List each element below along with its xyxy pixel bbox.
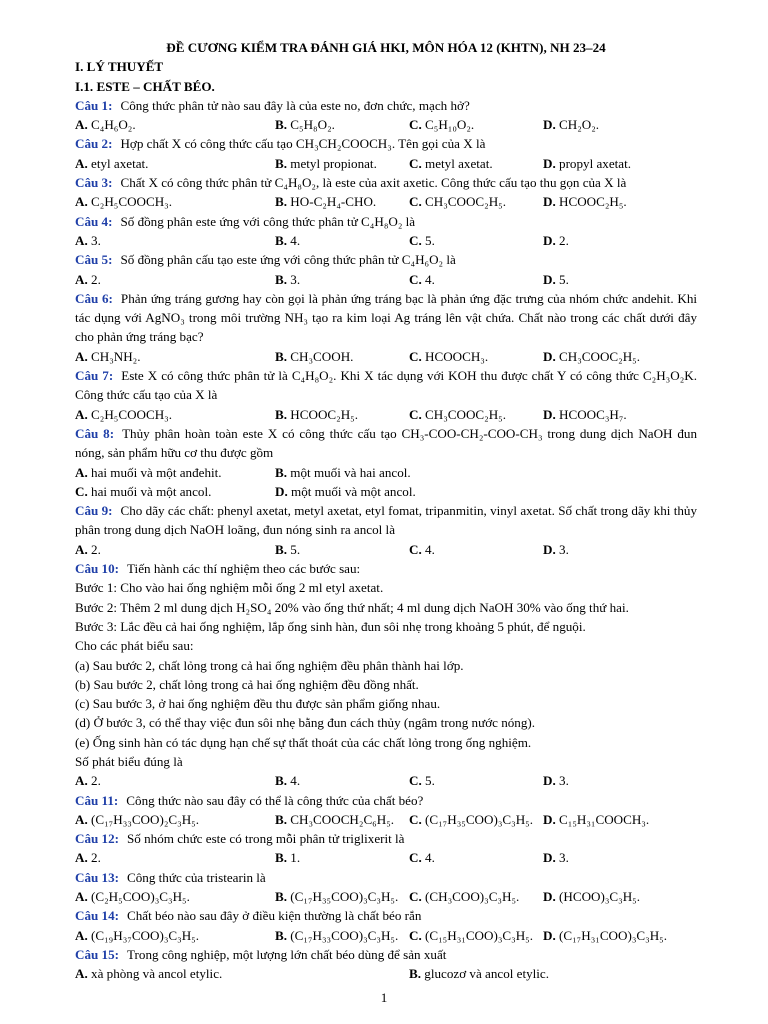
question-10: Câu 10: Tiến hành các thí nghiệm theo các bước sau: [75,561,361,577]
question-13: Câu 13: Công thức của tristearin là [75,869,266,885]
question-15: Câu 15: Trong công nghiệp, một lượng lớn chất béo dùng để sản xuất [75,946,447,962]
option-b: B. 5. [275,541,301,557]
question-6: Câu 6: Phản ứng tráng gương hay còn gọi là phản ứng tráng bạc là phản ứng đặc trưng của nhóm chức andehit. Khi tác dụng với AgNO₃ trong môi trường NH₃ tạo ra kim loại Ag tráng lên vật chứa. Chất nào trong các chất dưới đây cho phản ứng tráng bạc? [75,290,697,345]
option-b: B. HO-C₂H₄-CHO. [275,194,377,210]
option-a: A. 3. [75,232,101,248]
option-d: D. (HCOO)₃C₃H₅. [543,889,640,905]
question-5: Câu 5: Số đồng phân cấu tạo este ứng với công thức phân tử C₄H₆O₂ là [75,252,456,268]
step-1: Bước 1: Cho vào hai ống nghiệm mỗi ống 2 ml etyl axetat. [75,580,384,596]
option-c: C. C₅H₁₀O₂. [409,117,475,133]
option-b: B. CH₃COOCH₂C₆H₅. [275,811,395,827]
option-d: D. CH₃COOC₂H₅. [543,348,641,364]
option-c: C. 5. [409,773,435,789]
option-a: A. (C₁₉H₃₇COO)₃C₃H₅. [75,927,199,943]
section-heading-ester: I.1. ESTE – CHẤT BÉO. [75,78,215,94]
options-12 [75,848,697,867]
statement-b: (b) Sau bước 2, chất lỏng trong cả hai ống nghiệm đều đồng nhất. [75,676,419,692]
option-c: C. HCOOCH₃. [409,348,489,364]
question-prompt: Số phát biểu đúng là [75,753,183,769]
option-b: B. CH₃COOH. [275,348,354,364]
option-a: A. CH₃NH₂. [75,348,141,364]
options-11 [75,810,697,829]
option-b: B. một muối và hai ancol. [275,464,411,480]
options-8-row2 [75,482,697,501]
step-3: Bước 3: Lắc đều cả hai ống nghiệm, lắp ống sinh hàn, đun sôi nhẹ trong khoảng 5 phút, để nguội. [75,618,586,634]
option-b: B. 4. [275,773,301,789]
option-c: C. 5. [409,232,435,248]
option-c: C. metyl axetat. [409,155,493,171]
option-d: D. 2. [543,232,569,248]
option-d: D. 3. [543,541,569,557]
option-d: D. HCOOC₃H₇. [543,406,627,422]
option-d: D. một muối và một ancol. [275,483,416,499]
question-14: Câu 14: Chất béo nào sau đây ở điều kiện thường là chất béo rắn [75,908,422,924]
options-2 [75,154,697,173]
option-c: C. 4. [409,541,435,557]
option-b: B. (C₁₇H₃₅COO)₃C₃H₅. [275,889,399,905]
option-c: C. CH₃COOC₂H₅. [409,194,507,210]
option-c: C. 4. [409,271,435,287]
option-a: A. C₂H₅COOCH₃. [75,194,173,210]
option-a: A. C₄H₆O₂. [75,117,136,133]
statement-d: (d) Ở bước 3, có thể thay việc đun sôi nhẹ bằng đun cách thủy (ngâm trong nước nóng). [75,715,536,731]
option-a: A. 2. [75,850,101,866]
options-8-row1 [75,463,697,482]
options-13 [75,887,697,906]
question-11: Câu 11: Công thức nào sau đây có thể là công thức của chất béo? [75,792,424,808]
option-a: A. C₂H₅COOCH₃. [75,406,173,422]
question-3: Câu 3: Chất X có công thức phân tử C₄H₈O₂, là este của axit axetic. Công thức cấu tạo thu gọn của X là [75,175,627,191]
question-4: Câu 4: Số đồng phân este ứng với công thức phân tử C₄H₈O₂ là [75,213,416,229]
page-number: 1 [380,990,388,1005]
option-b: B. metyl propionat. [275,155,377,171]
option-a: A. 2. [75,271,101,287]
section-heading-theory: I. LÝ THUYẾT [75,59,164,75]
statement-a: (a) Sau bước 2, chất lỏng trong cả hai ống nghiệm đều phân thành hai lớp. [75,657,464,673]
option-a: A. 2. [75,541,101,557]
option-d: D. 5. [543,271,569,287]
options-3 [75,192,697,211]
option-c: C. CH₃COOC₂H₅. [409,406,507,422]
option-b: B. glucozơ và ancol etylic. [409,966,550,982]
options-10 [75,771,697,790]
option-c: C. (C₁₅H₃₁COO)₃C₃H₅. [409,927,533,943]
option-d: D. CH₂O₂. [543,117,600,133]
question-7: Câu 7: Este X có công thức phân tử là C₄H₈O₂. Khi X tác dụng với KOH thu được chất Y có công thức C₂H₃O₂K. Công thức cấu tạo của X là [75,368,697,403]
option-c: C. hai muối và một ancol. [75,483,212,499]
statement-c: (c) Sau bước 3, ở hai ống nghiệm đều thu được sản phẩm giống nhau. [75,696,441,712]
option-c: C. (CH₃COO)₃C₃H₅. [409,889,520,905]
option-b: B. HCOOC₂H₅. [275,406,358,422]
option-d: D. HCOOC₂H₅. [543,194,627,210]
options-15 [75,964,697,983]
option-d: D. (C₁₇H₃₁COO)₃C₃H₅. [543,927,667,943]
option-a: A. xà phòng và ancol etylic. [75,966,223,982]
option-b: B. (C₁₇H₃₃COO)₃C₃H₅. [275,927,399,943]
options-1 [75,115,697,134]
option-d: D. C₁₅H₃₁COOCH₃. [543,811,650,827]
option-a: A. hai muối và một anđehit. [75,464,222,480]
question-12: Câu 12: Số nhóm chức este có trong mỗi phân tử triglixerit là [75,831,405,847]
option-b: B. C₅H₈O₂. [275,117,335,133]
option-a: A. (C₁₇H₃₃COO)₂C₃H₅. [75,811,199,827]
question-1: Câu 1: Công thức phân tử nào sau đây là của este no, đơn chức, mạch hở? [75,97,470,113]
options-4 [75,231,697,250]
options-7 [75,405,697,424]
option-d: D. propyl axetat. [543,155,632,171]
options-5 [75,270,697,289]
option-a: A. 2. [75,773,101,789]
document-title: ĐỀ CƯƠNG KIỂM TRA ĐÁNH GIÁ HKI, MÔN HÓA 12 (KHTN), NH 23–24 [166,40,606,55]
statement-e: (e) Ống sinh hàn có tác dụng hạn chế sự thất thoát của các chất lỏng trong ống nghiệm. [75,734,532,750]
option-b: B. 4. [275,232,301,248]
option-d: D. 3. [543,850,569,866]
statements-intro: Cho các phát biểu sau: [75,638,194,654]
question-9: Câu 9: Cho dãy các chất: phenyl axetat, metyl axetat, etyl fomat, tripanmitin, vinyl axetat. Số chất trong dãy khi thủy phân trong dung dịch NaOH loãng, đun nóng sinh ra ancol là [75,503,697,538]
option-b: B. 3. [275,271,301,287]
option-b: B. 1. [275,850,301,866]
option-c: C. 4. [409,850,435,866]
option-a: A. (C₂H₅COO)₃C₃H₅. [75,889,190,905]
options-6 [75,347,697,366]
question-8: Câu 8: Thủy phân hoàn toàn este X có công thức cấu tạo CH₃-COO-CH₂-COO-CH₃ trong dung dịch NaOH đun nóng, sản phẩm hữu cơ thu được gồm [75,425,698,461]
option-c: C. (C₁₇H₃₅COO)₃C₃H₅. [409,811,533,827]
options-14 [75,926,697,945]
step-2: Bước 2: Thêm 2 ml dung dịch H₂SO₄ 20% vào ống thứ nhất; 4 ml dung dịch NaOH 30% vào ống thứ hai. [75,599,629,615]
question-2: Câu 2: Hợp chất X có công thức cấu tạo CH₃CH₂COOCH₃. Tên gọi của X là [75,136,486,152]
option-a: A. etyl axetat. [75,155,149,171]
options-9 [75,540,697,559]
option-d: D. 3. [543,773,569,789]
